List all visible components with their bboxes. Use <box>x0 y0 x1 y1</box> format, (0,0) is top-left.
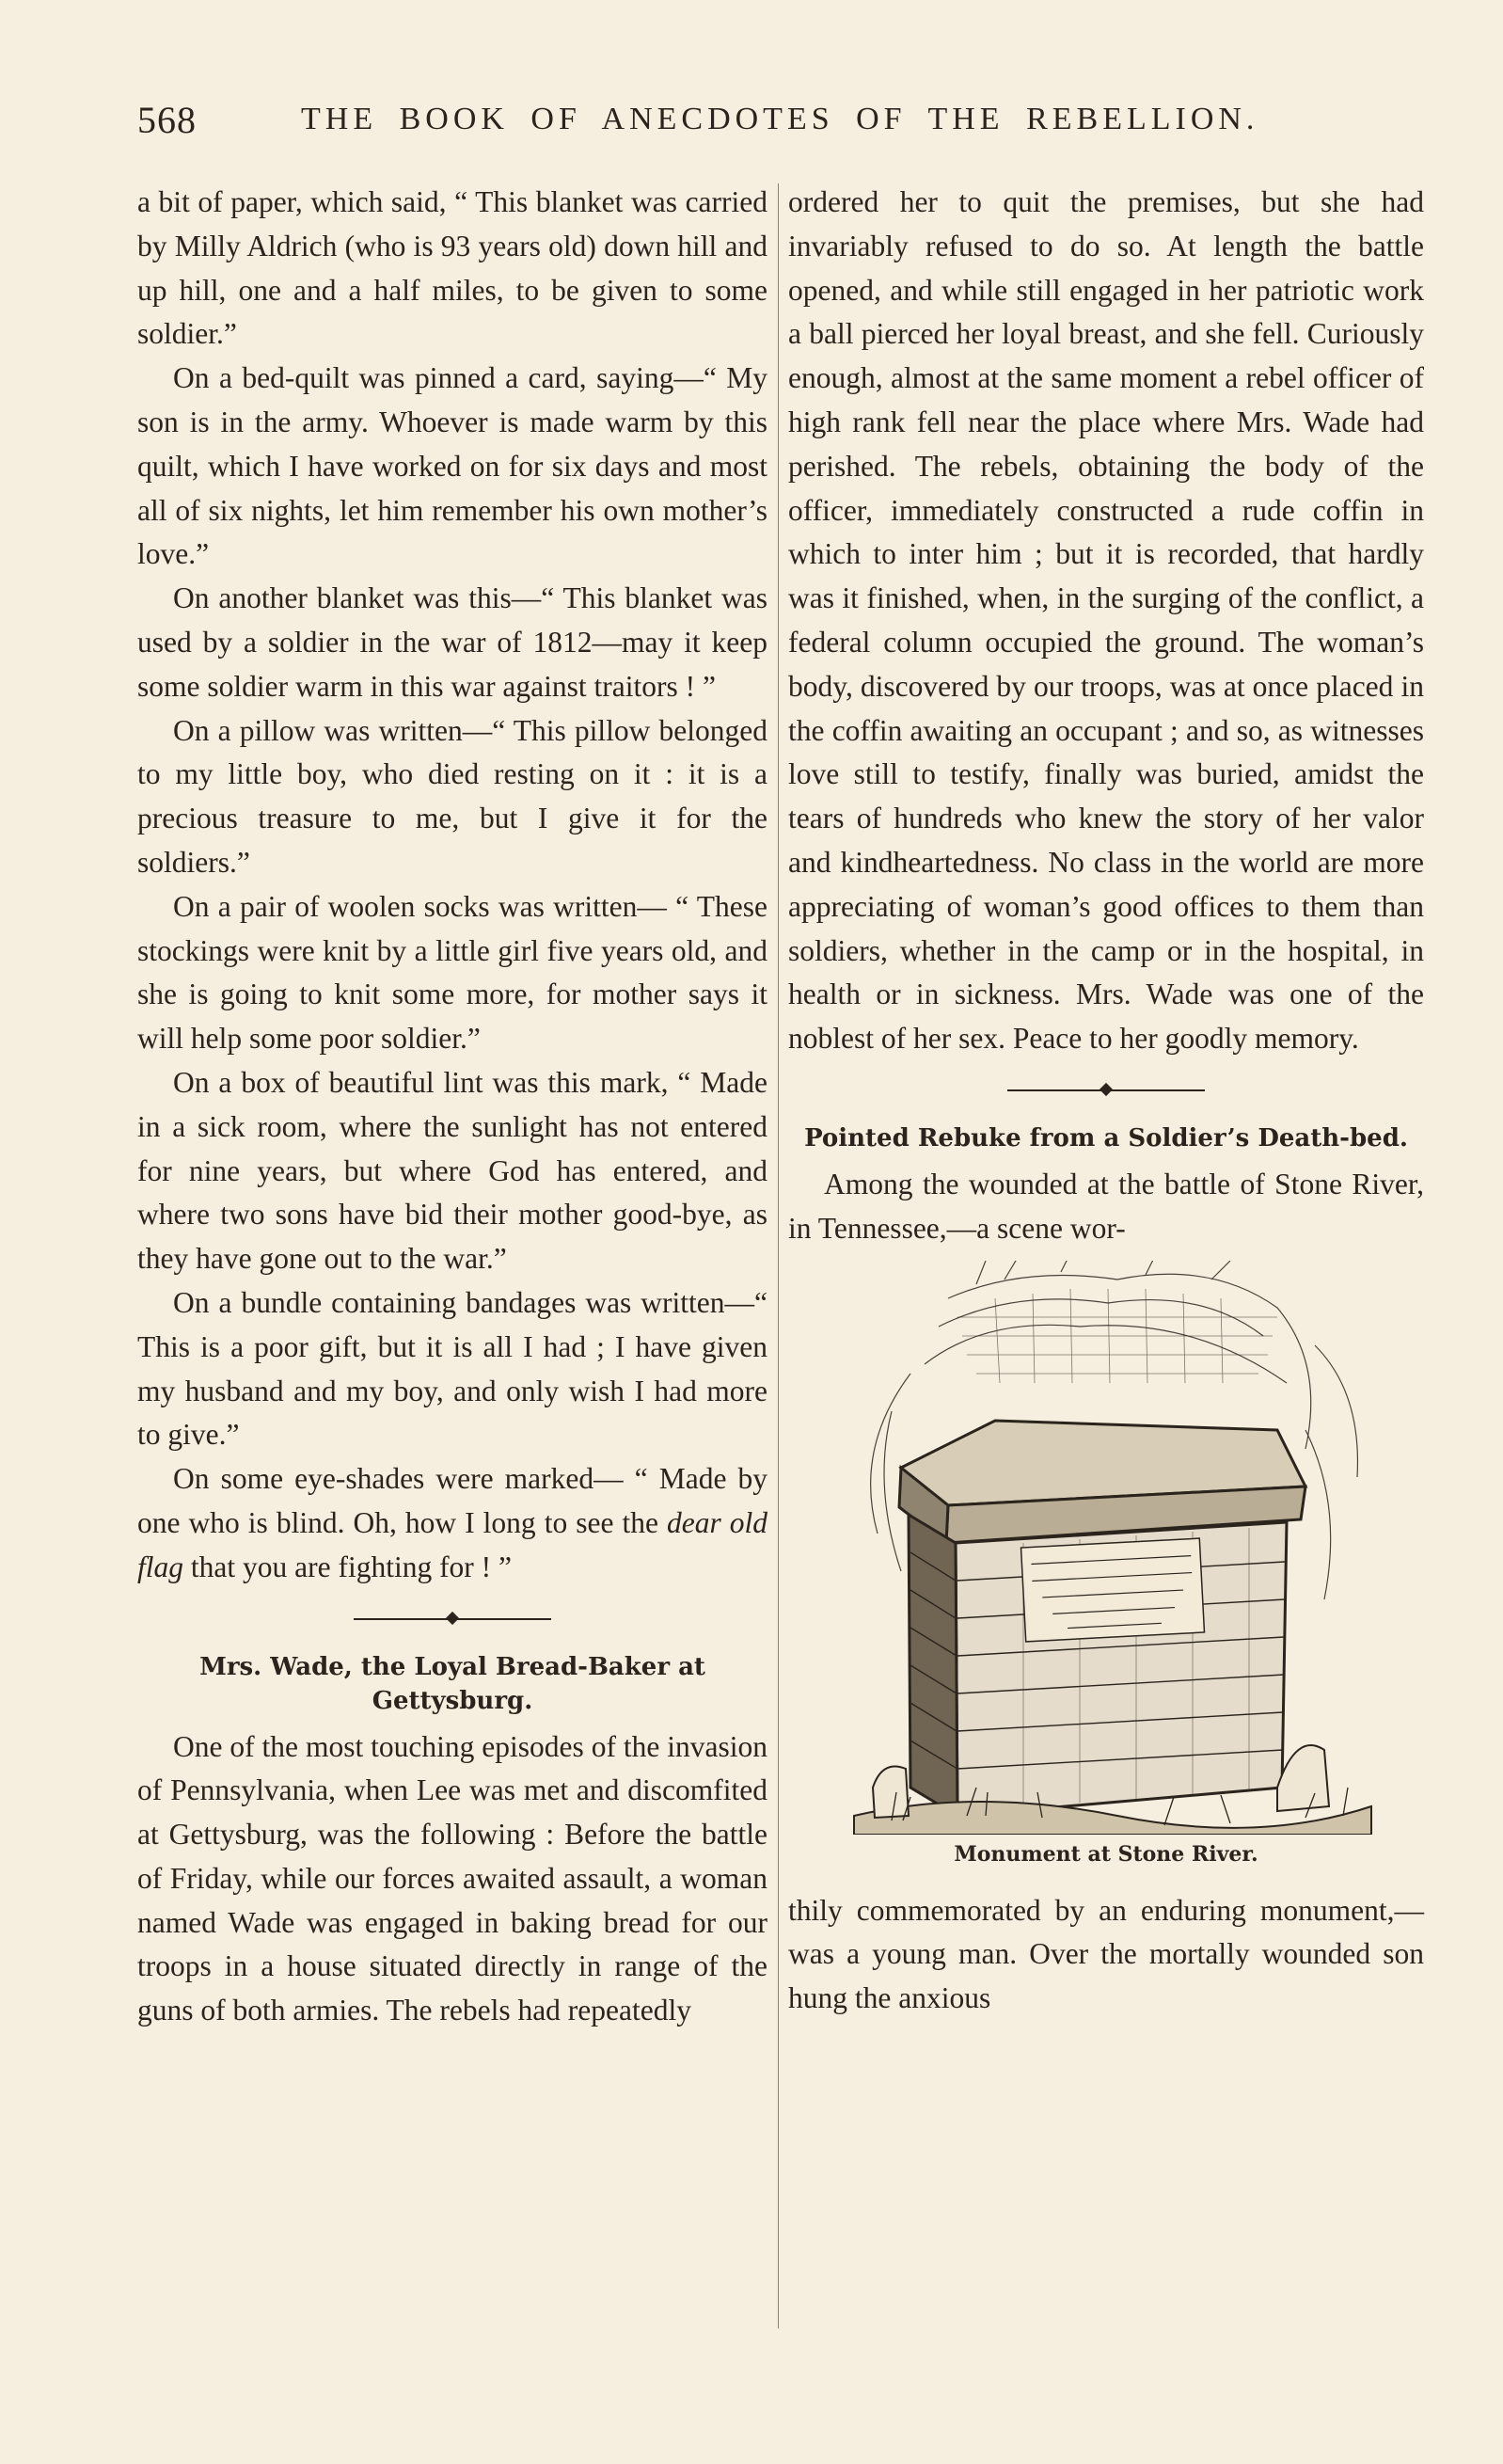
paragraph: Among the wounded at the battle of Stone River, in Tennessee,—a scene wor- <box>788 1167 1424 1245</box>
running-title: THE BOOK OF ANECDOTES OF THE REBELLION. <box>301 102 1259 136</box>
section-heading: Pointed Rebuke from a Soldier’s Death-bed. <box>804 1123 1408 1153</box>
paragraph: ordered her to quit the premises, but she had invariably refused to do so. At length the battle opened, and while still engaged in her patriotic work a ball pierced her loyal breast, and she fell. Curiously enough, almost at the same moment a rebel officer of high rank fell near the place where Mrs. Wade had perished. The rebels, obtaining the body of the officer, immediately constructed a rude coffin in which to inter him ; but it is recorded, that hardly was it finished, when, in the surging of the conflict, a federal column occupied the ground. The woman’s body, discovered by our troops, was at once placed in the coffin awaiting an occupant ; and so, as witnesses love still to testify, finally was buried, amidst the tears of hundreds who knew the story of her valor and kindheartedness. No class in the world are more appreciating of woman’s good offices to them than soldiers, whether in the camp or in the hospital, in health or in sickness. Mrs. Wade was one of the noblest of her sex. Peace to her goodly memory. <box>788 185 1424 1056</box>
paragraph: a bit of paper, which said, “ This blanket was carried by Milly Aldrich (who is 93 years old) down hill and up hill, one and a half miles, to be given to some soldier.” <box>137 185 767 351</box>
paragraph-text: that you are fighting for ! ” <box>183 1550 513 1583</box>
paragraph <box>137 1457 767 1589</box>
left-column <box>137 181 767 2033</box>
section-divider <box>788 1061 1424 1121</box>
paragraph: On a pair of woolen socks was written— “ These stockings were knit by a little girl five years old, and she is going to knit some more, for mother says it will help some poor soldier.” <box>137 889 767 1056</box>
column-divider <box>778 183 779 2329</box>
paragraph: On another blanket was this—“ This blanket was used by a soldier in the war of 1812—may it keep some soldier warm in this war against traitors ! ” <box>137 581 767 703</box>
paragraph: On a pillow was written—“ This pillow belonged to my little boy, who died resting on it : it is a precious treasure to me, but I give it for the soldiers.” <box>137 713 767 879</box>
paragraph: One of the most touching episodes of the invasion of Pennsylvania, when Lee was met and discomfited at Gettysburg, was the following : Before the battle of Friday, while our forces awaited assault, a woman named Wade was engaged in baking bread for our troops in a house situated directly in range of the guns of both armies. The rebels had repeatedly <box>137 1729 767 2027</box>
italic-phrase: dear old flag <box>137 1505 768 1583</box>
paragraph: On a bed-quilt was pinned a card, saying—“ My son is in the army. Whoever is made warm by this quilt, which I have worked on for six days and most all of six nights, let him remember his own mother’s love.” <box>137 361 767 571</box>
paragraph: thily commemorated by an enduring monument,—was a young man. Over the mortally wounded son hung the anxious <box>788 1893 1424 2015</box>
paragraph: On a bundle containing bandages was written—“ This is a poor gift, but it is all I had ; I have given my husband and my boy, and only wish I had more to give.” <box>137 1285 767 1452</box>
figure-caption: Monument at Stone River. <box>954 1841 1258 1867</box>
right-column <box>788 181 1424 2021</box>
monument-illustration <box>835 1261 1381 1835</box>
paragraph: On a box of beautiful lint was this mark, “ Made in a sick room, where the sunlight has not entered for nine years, but where God has entered, and where two sons have bid their mother good-bye, as they have gone out to the war.” <box>137 1065 767 1276</box>
paragraph-text: On some eye-shades were marked— “ Made by one who is blind. Oh, how I long to see the <box>137 1462 767 1539</box>
page-number: 568 <box>137 99 197 141</box>
section-divider <box>137 1590 767 1650</box>
section-heading: Mrs. Wade, the Loyal Bread-Baker at Gettysburg. <box>199 1652 705 1715</box>
monument-engraving <box>788 1261 1424 1835</box>
